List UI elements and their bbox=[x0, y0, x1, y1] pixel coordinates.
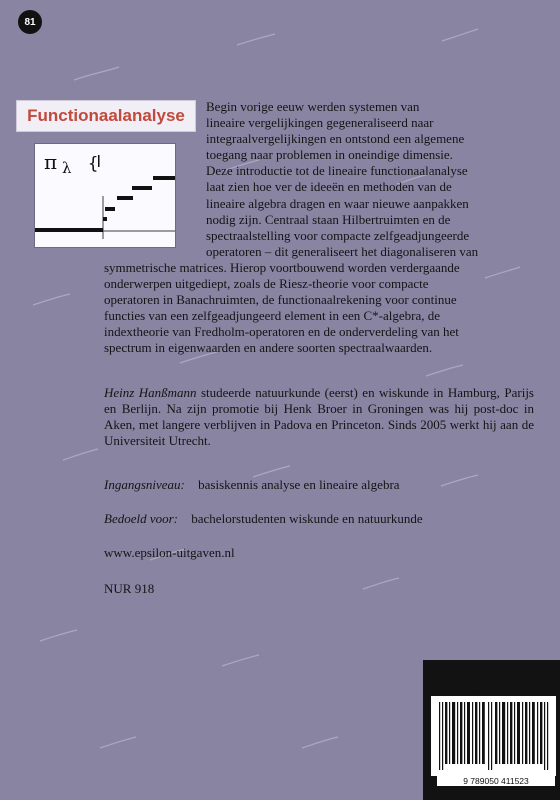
barcode bbox=[431, 696, 556, 776]
barcode-bars bbox=[431, 696, 556, 776]
staircase-step-1 bbox=[35, 228, 103, 232]
figure-bracket-label: { bbox=[88, 154, 99, 174]
description-line: spectrum in eigenwaarden en andere soorten spectraalwaarden. bbox=[104, 340, 433, 356]
description-line: operatoren – dit generaliseert het diagonaliseren van bbox=[206, 243, 479, 259]
figure-pi-label: π bbox=[44, 150, 58, 174]
entry-level-row bbox=[104, 477, 534, 493]
intended-for-row bbox=[104, 511, 534, 527]
staircase-step-4 bbox=[117, 196, 133, 200]
entry-level-value: basiskennis analyse en lineaire algebra bbox=[198, 477, 400, 492]
description-line: laat zien hoe ver de ideeën en methoden van de bbox=[206, 179, 452, 195]
book-description-wide bbox=[104, 260, 534, 357]
description-line: functies van een zelfgeadjungeerd element in een C*-algebra, de bbox=[104, 308, 441, 324]
entry-level-label: Ingangsniveau: bbox=[104, 477, 185, 492]
description-line: indextheorie van Fredholm-operatoren en de onderverdeling van het bbox=[104, 324, 459, 340]
description-line: Begin vorige eeuw werden systemen van bbox=[206, 99, 420, 114]
intended-for-label: Bedoeld voor: bbox=[104, 511, 179, 526]
book-description bbox=[206, 99, 534, 260]
page-number-badge: 81 bbox=[18, 10, 42, 34]
description-line: spectraalstelling voor compacte zelfgeadjungeerde bbox=[206, 227, 470, 243]
barcode-number: 9 789050 411523 bbox=[437, 776, 555, 786]
isbn-text: ISBN 978-90-5041-152-3 bbox=[470, 689, 526, 695]
description-line: Deze introductie tot de lineaire functionaalanalyse bbox=[206, 163, 468, 179]
book-title: Functionaalanalyse bbox=[27, 106, 185, 125]
staircase-step-6 bbox=[153, 176, 175, 180]
description-line: nodig zijn. Centraal staan Hilbertruimten en de bbox=[206, 211, 451, 227]
description-line: lineaire vergelijkingen gegeneraliseerd naar bbox=[206, 115, 434, 131]
description-line: operatoren in Banachruimten, de functionaalrekening voor continue bbox=[104, 292, 457, 308]
figure-cursor-mark bbox=[98, 155, 100, 167]
spectral-staircase-figure bbox=[34, 143, 176, 248]
figure-lambda-label: λ bbox=[62, 159, 72, 177]
nur-code: NUR 918 bbox=[104, 581, 155, 596]
author-name: Heinz Hanßmann bbox=[104, 385, 197, 400]
staircase-svg bbox=[35, 144, 175, 247]
staircase-step-3 bbox=[105, 207, 115, 211]
description-line: integraalvergelijkingen en ontstond een algemene bbox=[206, 131, 465, 147]
staircase-step-5 bbox=[132, 186, 152, 190]
description-line: onderwerpen uitgediept, zoals de Riesz-theorie voor compacte bbox=[104, 276, 429, 292]
website-link[interactable]: www.epsilon-uitgaven.nl bbox=[104, 545, 235, 560]
author-bio bbox=[104, 385, 534, 449]
staircase-step-2 bbox=[103, 217, 107, 221]
title-banner bbox=[16, 100, 196, 132]
author-bio-text: studeerde natuurkunde (eerst) en wiskunde in Hamburg, Parijs en Berlijn. Na zijn promotie bij Henk Broer in Groningen was hij post-doc in Aken, met langere verblijven in Padova en Princeton. Sinds 2005 werkt hij aan de Universiteit Utrecht. bbox=[104, 385, 534, 449]
intended-for-value: bachelorstudenten wiskunde en natuurkunde bbox=[191, 511, 423, 526]
description-line: symmetrische matrices. Hierop voortbouwend worden verdergaande bbox=[104, 260, 460, 275]
description-line: toegang naar problemen in oneindige dimensie. bbox=[206, 147, 453, 163]
description-line: lineaire algebra dragen en waar nieuwe aanpakken bbox=[206, 195, 469, 211]
